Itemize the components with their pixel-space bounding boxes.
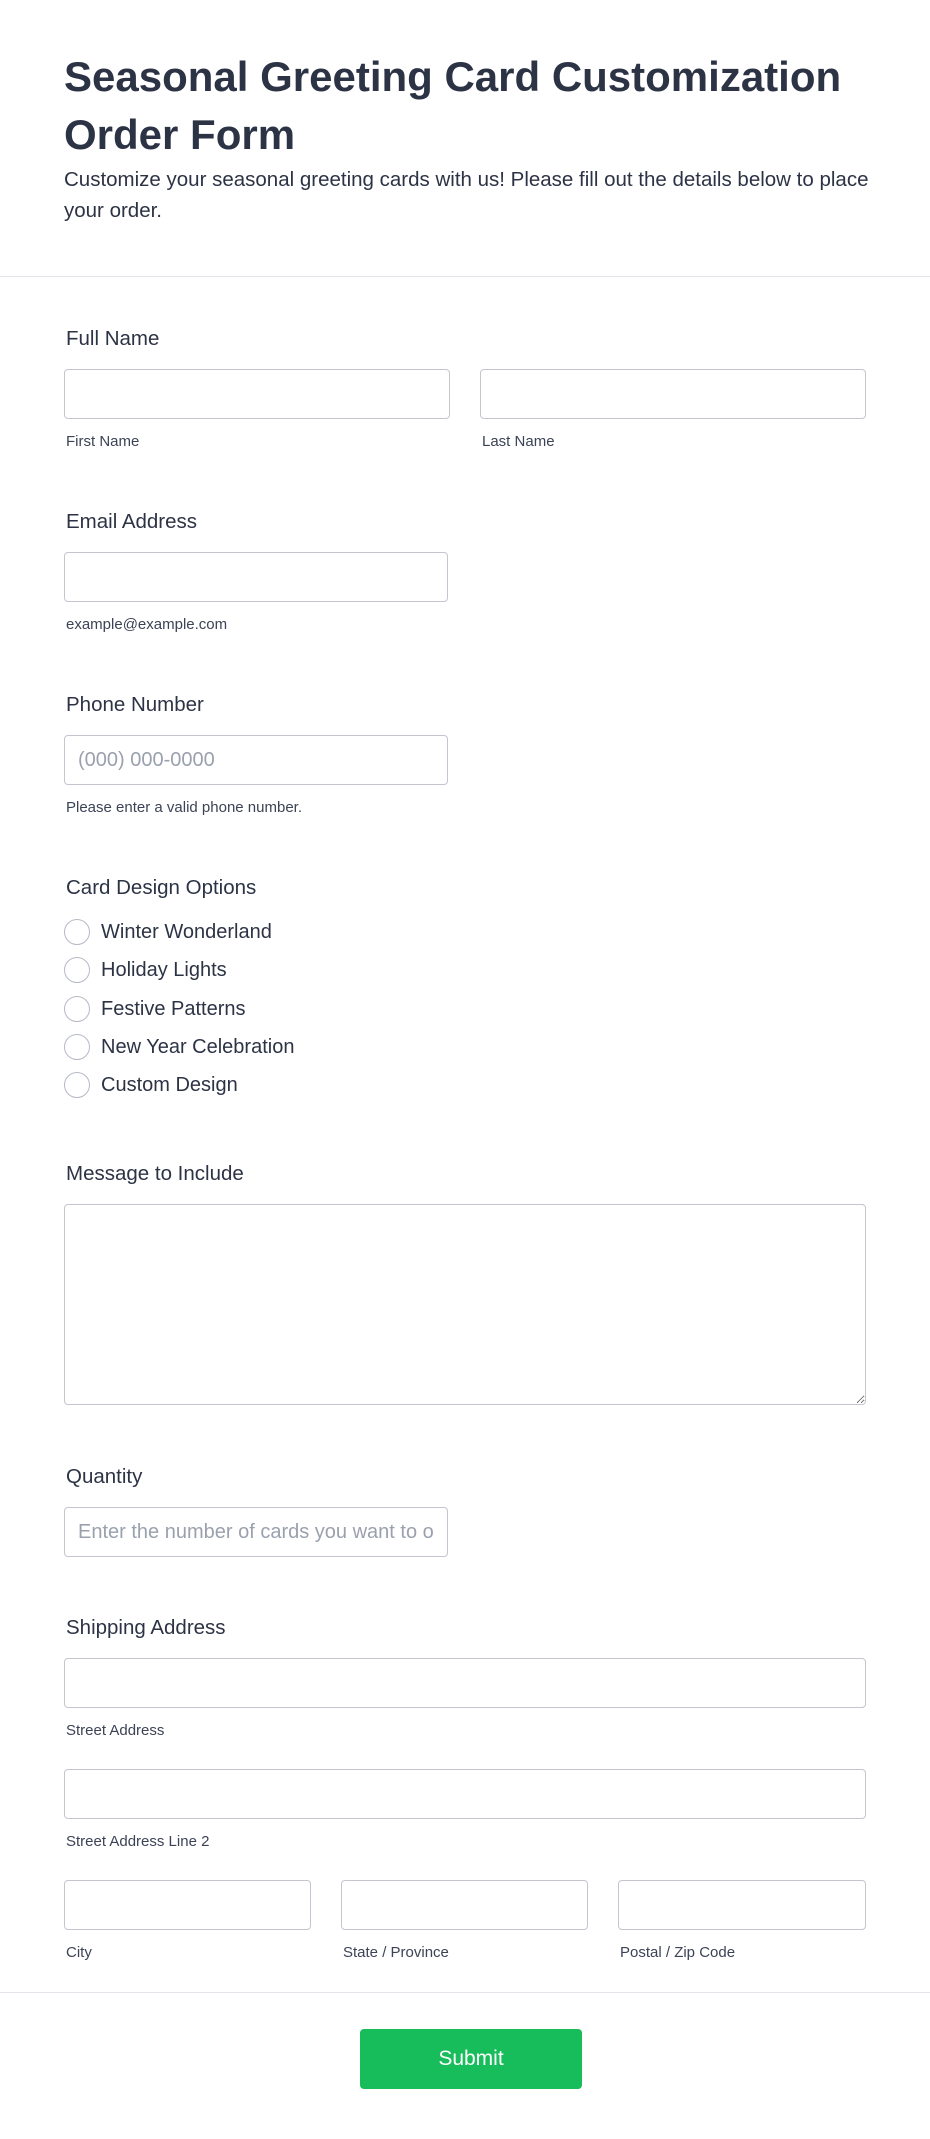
zip-code-sublabel: Postal / Zip Code — [620, 1944, 736, 1961]
card-design-label: Card Design Options — [66, 876, 257, 899]
email-label: Email Address — [66, 510, 198, 533]
state-sublabel: State / Province — [343, 1944, 449, 1961]
message-textarea[interactable] — [64, 1204, 866, 1405]
radio-button[interactable] — [64, 1034, 90, 1060]
radio-option-label: New Year Celebration — [101, 1035, 295, 1058]
street-address-line2-sublabel: Street Address Line 2 — [66, 1833, 210, 1850]
radio-button[interactable] — [64, 1072, 90, 1098]
phone-input[interactable] — [64, 735, 448, 785]
state-input[interactable] — [341, 1880, 588, 1930]
last-name-sublabel: Last Name — [482, 433, 555, 450]
first-name-input[interactable] — [64, 369, 450, 419]
form-subtitle: Customize your seasonal greeting cards with us! Please fill out the details below to place your order. — [64, 168, 869, 222]
radio-button[interactable] — [64, 919, 90, 945]
message-label: Message to Include — [66, 1162, 244, 1185]
phone-sublabel: Please enter a valid phone number. — [66, 799, 302, 816]
email-input[interactable] — [64, 552, 448, 602]
first-name-sublabel: First Name — [66, 433, 140, 450]
phone-label: Phone Number — [66, 693, 204, 716]
radio-option-winter-wonderland[interactable] — [64, 919, 272, 945]
radio-option-custom-design[interactable] — [64, 1072, 238, 1098]
radio-option-label: Holiday Lights — [101, 958, 227, 981]
quantity-label: Quantity — [66, 1465, 143, 1488]
last-name-input[interactable] — [480, 369, 866, 419]
form-header — [0, 0, 930, 277]
radio-option-label: Custom Design — [101, 1073, 238, 1096]
zip-code-input[interactable] — [618, 1880, 866, 1930]
radio-option-new-year-celebration[interactable] — [64, 1034, 294, 1060]
radio-button[interactable] — [64, 996, 90, 1022]
street-address-line2-input[interactable] — [64, 1769, 866, 1819]
shipping-address-label: Shipping Address — [66, 1616, 226, 1639]
radio-option-festive-patterns[interactable] — [64, 996, 246, 1022]
radio-option-label: Winter Wonderland — [101, 920, 272, 943]
radio-option-holiday-lights[interactable] — [64, 957, 227, 983]
city-input[interactable] — [64, 1880, 311, 1930]
full-name-label: Full Name — [66, 327, 160, 350]
quantity-input[interactable] — [64, 1507, 448, 1557]
submit-button[interactable]: Submit — [360, 2029, 582, 2089]
email-sublabel: example@example.com — [66, 616, 228, 633]
street-address-input[interactable] — [64, 1658, 866, 1708]
form-title: Seasonal Greeting Card Customization Order Form — [64, 53, 842, 158]
street-address-sublabel: Street Address — [66, 1722, 165, 1739]
footer-divider — [0, 1992, 930, 1993]
radio-option-label: Festive Patterns — [101, 997, 246, 1020]
radio-button[interactable] — [64, 957, 90, 983]
city-sublabel: City — [66, 1944, 92, 1961]
